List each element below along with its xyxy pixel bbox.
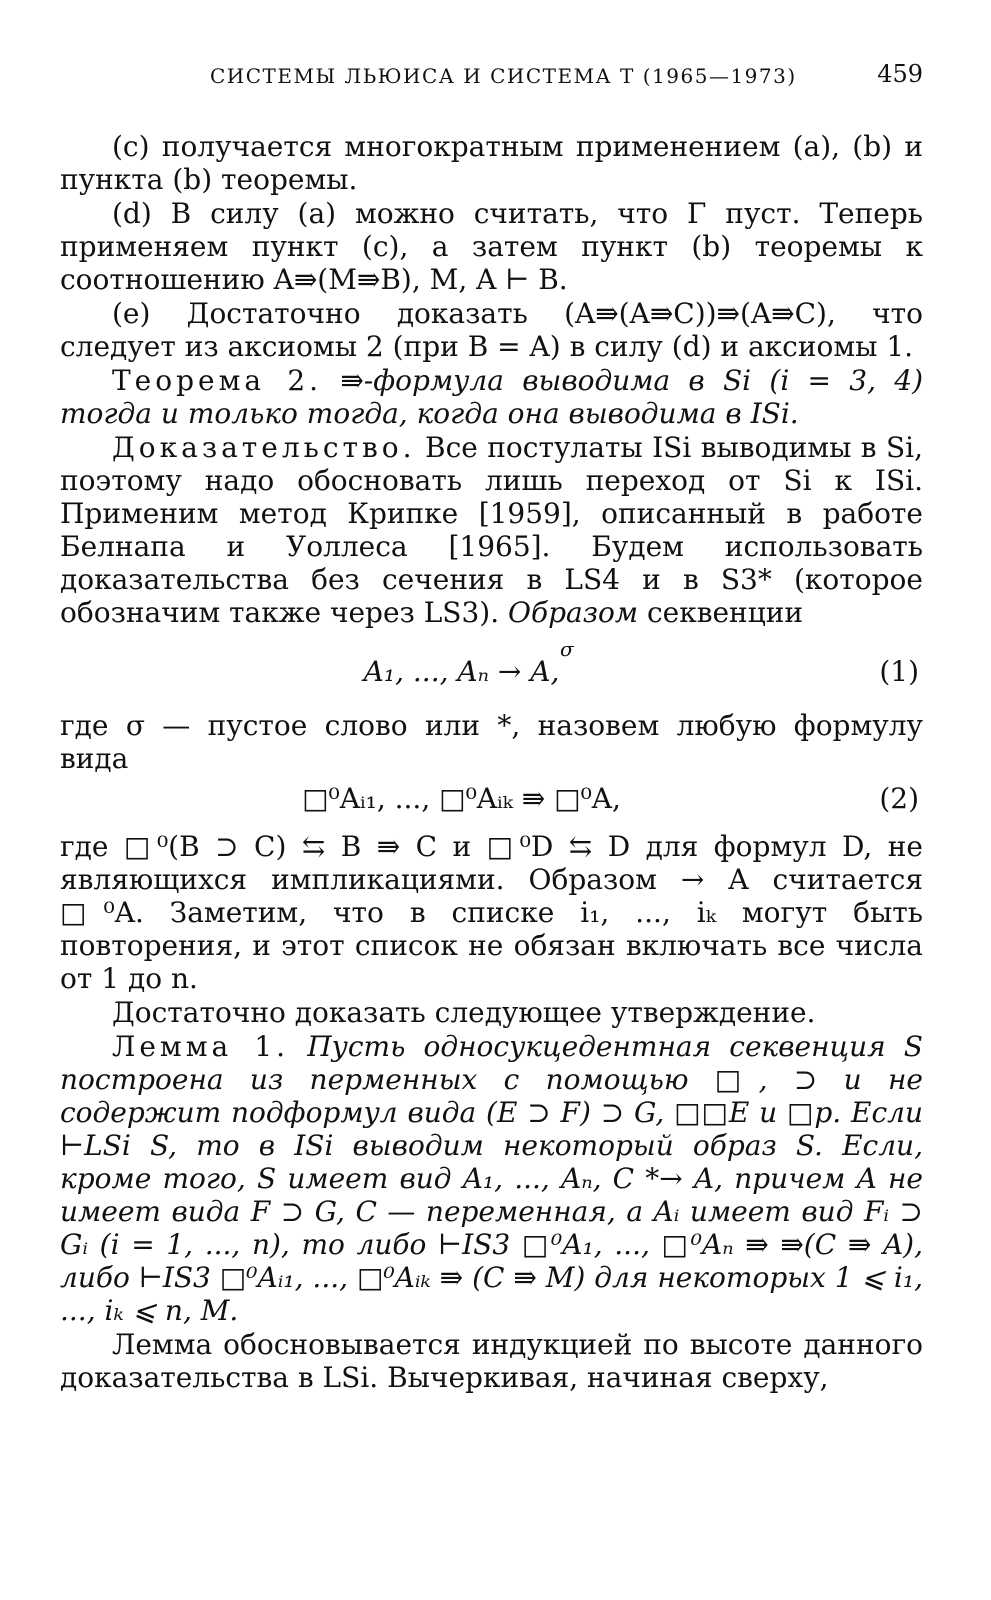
lemma-label: Лемма 1. — [112, 1030, 290, 1063]
formula-2-number: (2) — [879, 782, 919, 815]
proof — [60, 431, 923, 629]
formula-1 — [60, 633, 923, 703]
paragraph-e: (e) Достаточно доказать (A⇛(A⇛C))⇛(A⇛C), что следует из аксиомы 2 (при B = A) в силу (d) и аксиомы 1. — [60, 297, 923, 363]
formula-1-sigma: σ — [560, 637, 574, 661]
paragraph-after-formula-2: где □⁰(B ⊃ C) ⇆ B ⇛ C и □⁰D ⇆ D для формул D, не являющихся импликациями. Образом → A считается □⁰A. Заметим, что в списке i₁, ..., iₖ могут быть повторения, и этот список не обязан включать все числа от 1 до n. — [60, 830, 923, 995]
formula-1-expression: A₁, ..., Aₙ → A, — [363, 655, 560, 688]
paragraph-sufficient: Достаточно доказать следующее утверждение. — [112, 996, 816, 1029]
page-header — [60, 60, 923, 94]
paragraph-c: (c) получается многократным применением (a), (b) и пункта (b) теоремы. — [60, 130, 923, 196]
paragraph-last: Лемма обосновывается индукцией по высоте данного доказательства в LSi. Вычеркивая, начиная сверху, — [60, 1328, 923, 1394]
lemma-text: Пусть односукцедентная секвенция S построена из перменных с помощью □, ⊃ и не содержит подформул вида (E ⊃ F) ⊃ G, □□E и □p. Если ⊢LSi S, то в ISi выводим некоторый образ S. Если, кроме того, S имеет вид A₁, ..., Aₙ, C *→ A, причем A не имеет вида F ⊃ G, C — переменная, а Aᵢ имеет вид Fᵢ ⊃ Gᵢ (i = 1, ..., n), то либо ⊢IS3 □⁰A₁, ..., □⁰Aₙ ⇛ ⇛(C ⇛ A), либо ⊢IS3 □⁰Aᵢ₁, ..., □⁰Aᵢₖ ⇛ (C ⇛ M) для некоторых 1 ⩽ i₁, ..., iₖ ⩽ n, M. — [60, 1030, 923, 1327]
formula-2 — [60, 776, 923, 822]
theorem-2 — [60, 364, 923, 430]
proof-tail: секвенции — [646, 596, 804, 629]
paragraph-d: (d) В силу (a) можно считать, что Γ пуст. Теперь применяем пункт (c), а затем пункт (b) теоремы к соотношению A⇛(M⇛B), M, A ⊢ B. — [60, 197, 923, 296]
proof-italic: Образом — [508, 596, 639, 629]
lemma-1 — [60, 1030, 923, 1327]
page-number: 459 — [877, 60, 923, 88]
running-title: СИСТЕМЫ ЛЬЮИСА И СИСТЕМА T (1965—1973) — [210, 64, 797, 88]
theorem-label: Теорема 2. — [112, 364, 323, 397]
proof-text: Все постулаты ISi выводимы в Si, поэтому надо обосновать лишь переход от Si к ISi. Применим метод Крипке [1959], описанный в работе Белнапа и Уоллеса [1965]. Будем использовать доказательства без сечения в LS4 и в S3* (которое обозначим также через LS3). — [60, 431, 923, 629]
proof-label: Доказательство. — [112, 431, 416, 464]
theorem-text: ⇛-формула выводима в Si (i = 3, 4) тогда и только тогда, когда она выводима в ISi. — [60, 364, 924, 430]
paragraph-after-formula-1: где σ — пустое слово или *, назовем любую формулу вида — [60, 709, 923, 775]
formula-2-expression: □⁰Aᵢ₁, ..., □⁰Aᵢₖ ⇛ □⁰A, — [302, 782, 621, 815]
page-body — [60, 130, 923, 1395]
formula-1-number: (1) — [879, 655, 919, 688]
